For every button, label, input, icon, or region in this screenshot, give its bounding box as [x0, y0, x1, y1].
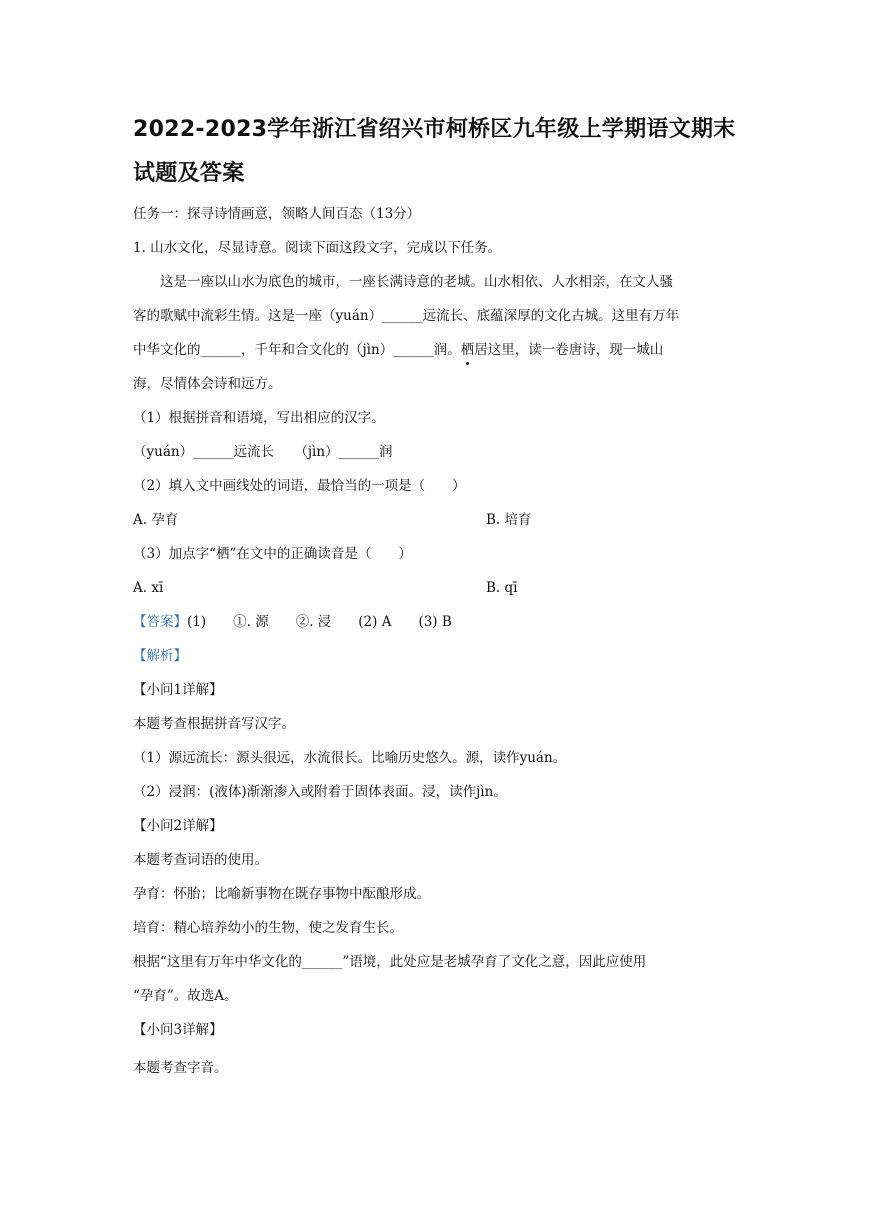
passage-line-3: [133, 340, 663, 360]
subquestion-2: （2）填入文中画线处的词语，最恰当的一项是（ ）: [133, 478, 466, 494]
analysis-paragraph: （1）源远流长：源头很远，水流很长。比喻历史悠久。源，读作yuán。: [133, 750, 567, 766]
analysis-paragraph: 本题考查根据拼音写汉字。: [133, 716, 295, 732]
analysis-heading-3: 【小问3详解】: [133, 1022, 223, 1038]
answer-text: (1) ①. 源 ②. 浸 (2) A (3) B: [187, 614, 452, 630]
analysis-paragraph: 孕育：怀胎；比喻新事物在既存事物中酝酿形成。: [133, 886, 430, 902]
subquestion-3: （3）加点字“栖”在文中的正确读音是（ ）: [133, 546, 412, 562]
task-heading: 任务一：探寻诗情画意，领略人间百态（13分）: [133, 206, 421, 222]
subquestion-1-blanks: （yuán）______远流长 （jìn）______润: [133, 444, 393, 460]
passage-line-4: 海，尽情体会诗和远方。: [133, 376, 282, 392]
document-title-line1: 2022-2023学年浙江省绍兴市柯桥区九年级上学期语文期末: [133, 117, 736, 142]
analysis-paragraph: 根据“这里有万年中华文化的______”语境，此处应是老城孕育了文化之意，因此应使用: [133, 954, 647, 970]
passage-line-3b: 居这里，读一卷唐诗，现一城山: [474, 342, 664, 358]
analysis-heading-2: 【小问2详解】: [133, 818, 223, 834]
passage-line-2: 客的歌赋中流彩生情。这是一座（yuán）______远流长、底蕴深厚的文化古城。这里有万年: [133, 308, 680, 324]
subquestion-3-option-b: B. qī: [486, 580, 518, 596]
answer-line: [133, 612, 452, 632]
subquestion-1: （1）根据拼音和语境，写出相应的汉字。: [133, 410, 385, 426]
analysis-heading-1: 【小问1详解】: [133, 682, 223, 698]
document-title-line2: 试题及答案: [133, 161, 245, 186]
subquestion-2-option-a: A. 孕育: [133, 512, 179, 528]
analysis-paragraph: 培育：精心培养幼小的生物，使之发育生长。: [133, 920, 403, 936]
analysis-paragraph: （2）浸润：(液体)渐渐渗入或附着于固体表面。浸，读作jìn。: [133, 784, 507, 800]
subquestion-3-option-a: A. xī: [133, 580, 164, 596]
analysis-paragraph: 本题考查字音。: [133, 1060, 228, 1076]
passage-line-3a: 中华文化的______，千年和合文化的（jìn）______润。: [133, 342, 461, 358]
analysis-label: 【解析】: [133, 648, 187, 664]
analysis-paragraph: 本题考查词语的使用。: [133, 852, 268, 868]
passage-line-1: 这是一座以山水为底色的城市，一座长满诗意的老城。山水相依、人水相亲，在文人骚: [160, 274, 673, 290]
question-1: 1. 山水文化，尽显诗意。阅读下面这段文字，完成以下任务。: [133, 240, 502, 256]
analysis-paragraph: “孕育”。故选A。: [133, 988, 238, 1004]
subquestion-2-option-b: B. 培育: [486, 512, 532, 528]
answer-label: 【答案】: [133, 614, 187, 630]
dotted-char: 栖: [460, 342, 475, 358]
